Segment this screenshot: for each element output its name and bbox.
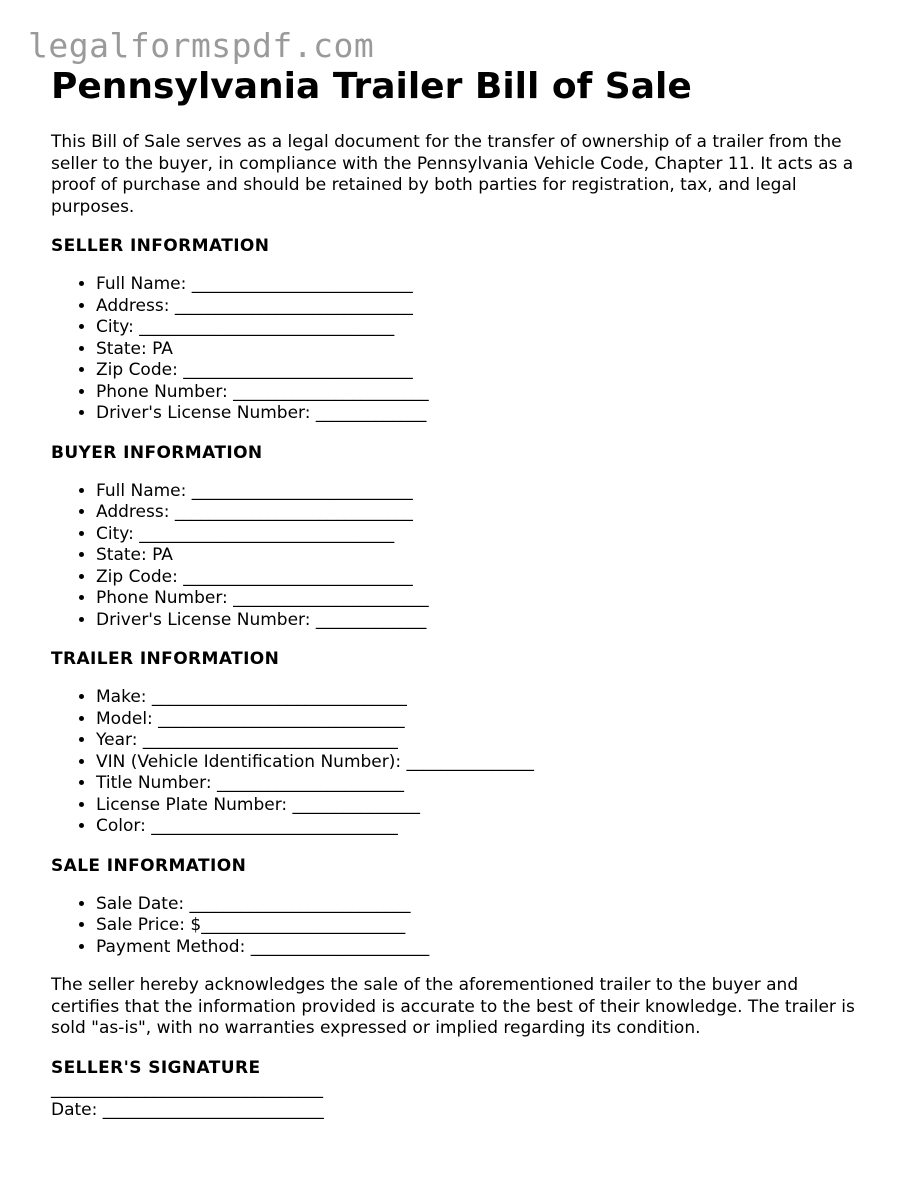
trailer-section-heading: TRAILER INFORMATION: [51, 649, 280, 669]
trailer-field-list: [51, 687, 871, 838]
trailer-year-field[interactable]: • Year: ______________________________: [96, 730, 871, 752]
seller-full-name-field[interactable]: • Full Name: __________________________: [96, 274, 871, 296]
signature-line[interactable]: ________________________________: [51, 1078, 323, 1099]
buyer-section-heading: BUYER INFORMATION: [51, 442, 263, 463]
buyer-city-field[interactable]: • City: ______________________________: [96, 524, 871, 546]
trailer-color-field[interactable]: • Color: _____________________________: [96, 816, 871, 838]
sale-field-list: [51, 894, 871, 959]
seller-address-field[interactable]: • Address: ____________________________: [96, 296, 871, 318]
trailer-model-field[interactable]: • Model: _____________________________: [96, 709, 871, 731]
buyer-full-name-field[interactable]: • Full Name: __________________________: [96, 481, 871, 503]
trailer-vin-field[interactable]: • VIN (Vehicle Identification Number): _______________: [96, 752, 871, 774]
page-title: Pennsylvania Trailer Bill of Sale: [51, 66, 692, 107]
intro-paragraph: This Bill of Sale serves as a legal document for the transfer of ownership of a trailer from the seller to the buyer, in compliance with the Pennsylvania Vehicle Code, Chapter 11. It acts as a proof of purchase and should be retained by both parties for registration, tax, and legal purposes.: [51, 132, 854, 217]
seller-city-field[interactable]: • City: ______________________________: [96, 317, 871, 339]
buyer-address-field[interactable]: • Address: ____________________________: [96, 502, 871, 524]
buyer-field-list: [51, 481, 871, 632]
signature-section-heading: SELLER'S SIGNATURE: [51, 1057, 261, 1078]
seller-field-list: [51, 274, 871, 425]
buyer-state-field: • State: PA: [96, 545, 871, 567]
buyer-license-field[interactable]: • Driver's License Number: _____________: [96, 610, 871, 632]
seller-license-field[interactable]: • Driver's License Number: _____________: [96, 403, 871, 425]
buyer-zip-field[interactable]: • Zip Code: ___________________________: [96, 567, 871, 589]
trailer-make-field[interactable]: • Make: ______________________________: [96, 687, 871, 709]
seller-phone-field[interactable]: • Phone Number: _______________________: [96, 382, 871, 404]
signature-date-field[interactable]: Date: __________________________: [51, 1100, 324, 1120]
seller-zip-field[interactable]: • Zip Code: ___________________________: [96, 360, 871, 382]
sale-price-field[interactable]: • Sale Price: $________________________: [96, 915, 871, 937]
payment-method-field[interactable]: • Payment Method: _____________________: [96, 937, 871, 959]
closing-paragraph: The seller hereby acknowledges the sale of the aforementioned trailer to the buyer and certifies that the information provided is accurate to the best of their knowledge. The trailer is sold "as-is", with no warranties expressed or implied regarding its condition.: [51, 975, 855, 1038]
seller-state-field: • State: PA: [96, 339, 871, 361]
seller-section-heading: SELLER INFORMATION: [51, 236, 270, 256]
sale-date-field[interactable]: • Sale Date: __________________________: [96, 894, 871, 916]
trailer-title-number-field[interactable]: • Title Number: ______________________: [96, 773, 871, 795]
sale-section-heading: SALE INFORMATION: [51, 855, 247, 876]
document-page: [51, 62, 871, 1122]
trailer-plate-field[interactable]: • License Plate Number: _______________: [96, 795, 871, 817]
buyer-phone-field[interactable]: • Phone Number: _______________________: [96, 588, 871, 610]
watermark: legalformspdf.com: [28, 26, 375, 65]
